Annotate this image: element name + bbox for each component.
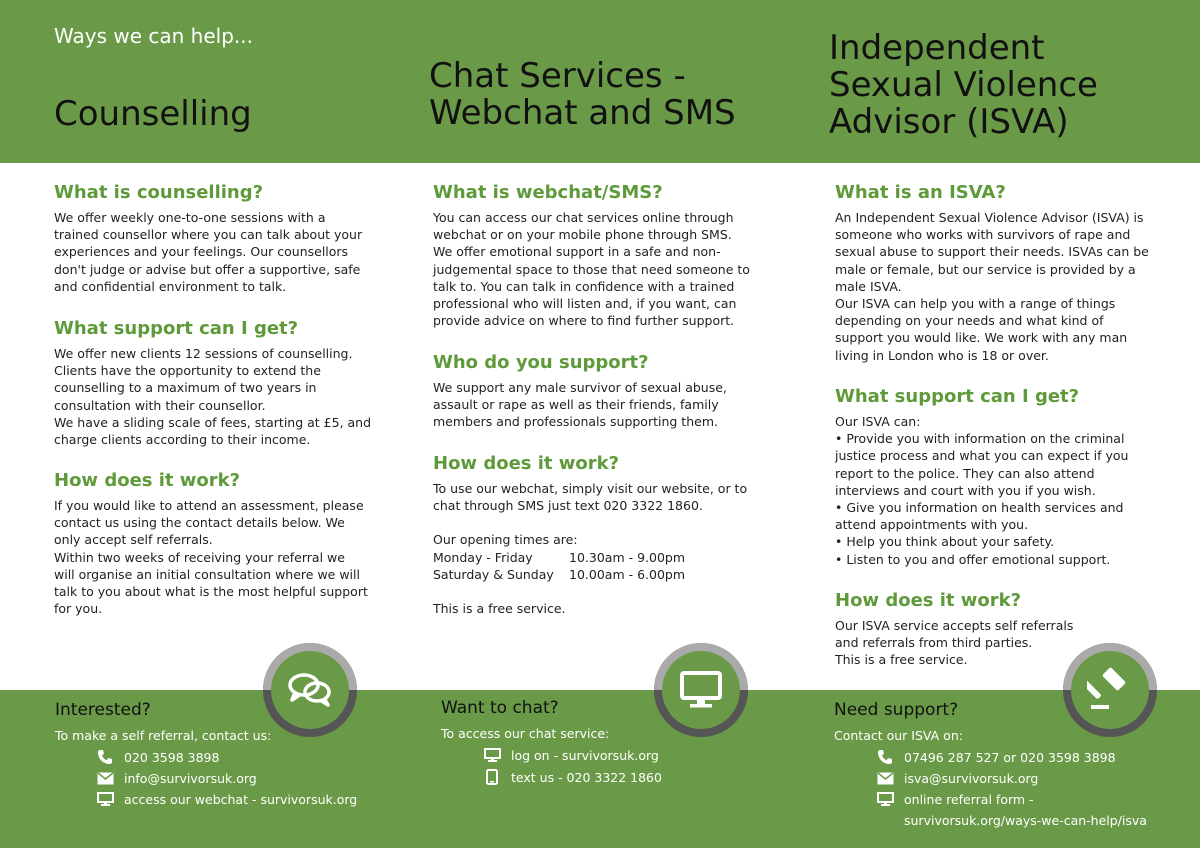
opening-times-label: Our opening times are: xyxy=(433,532,578,548)
opening-times-row xyxy=(433,549,763,566)
chat-what-section xyxy=(433,182,763,329)
section-body: Our ISVA service accepts self referrals and referrals from third parties. This is a free service. xyxy=(835,618,1074,668)
opening-times-row xyxy=(433,566,763,583)
section-body: An Independent Sexual Violence Advisor (ISVA) is someone who works with survivors of rape and sexual abuse to support their needs. ISVAs can be male or female, but our service is provided by a male ISVA. Our ISVA can help you with a range of things depending on your needs and what kind of support you would like. We work with any man living in London who is 18 or over. xyxy=(835,210,1149,363)
monitor-icon xyxy=(876,791,894,807)
footer-chat-sub: To access our chat service: xyxy=(441,726,610,741)
contact-website-link[interactable]: log on - survivorsuk.org xyxy=(511,747,659,763)
isva-title: Independent Sexual Violence Advisor (ISVA) xyxy=(829,28,1098,142)
footer-interested-sub: To make a self referral, contact us: xyxy=(55,728,272,743)
chat-how-section xyxy=(433,453,763,617)
chat-badge xyxy=(263,643,357,737)
section-body: We support any male survivor of sexual abuse, assault or rape as well as their friends, family members and professionals supporting them. xyxy=(433,380,727,430)
section-heading: How does it work? xyxy=(433,453,620,474)
counselling-title: Counselling xyxy=(54,94,252,134)
counselling-support-section xyxy=(54,318,384,448)
footer-support-sub: Contact our ISVA on: xyxy=(834,728,963,743)
contact-web-row[interactable] xyxy=(96,791,357,807)
chat-bubbles-icon xyxy=(287,670,333,710)
contact-email[interactable]: info@survivorsuk.org xyxy=(124,770,257,786)
section-heading: What is an ISVA? xyxy=(835,182,1006,203)
section-heading: Who do you support? xyxy=(433,352,649,373)
contact-referral-url-row[interactable] xyxy=(904,813,1147,828)
section-body: Our ISVA can: • Provide you with information on the criminal justice process and what you can expect if you report to the police. They can also attend interviews and court with you if you wish. • Give you information on health services and attend appointments with you. • Help you think about your safety. • Listen to you and offer emotional support. xyxy=(835,414,1129,567)
section-heading: What support can I get? xyxy=(835,386,1080,407)
section-heading: What is counselling? xyxy=(54,182,264,203)
opening-days: Saturday & Sunday xyxy=(433,566,554,582)
section-body: We offer new clients 12 sessions of counselling. Clients have the opportunity to extend the counselling to a maximum of two years in consultation with their counsellor. We have a sliding scale of fees, starting at £5, and charge clients according to their income. xyxy=(54,346,372,448)
envelope-icon xyxy=(96,770,114,786)
contact-phone[interactable]: 07496 287 527 or 020 3598 3898 xyxy=(904,749,1116,765)
contact-sms[interactable]: text us - 020 3322 1860 xyxy=(511,769,662,785)
contact-phone-row[interactable] xyxy=(96,749,219,765)
envelope-icon xyxy=(876,770,894,786)
free-service-note: This is a free service. xyxy=(433,601,566,617)
footer-support-heading: Need support? xyxy=(834,700,959,720)
section-body: If you would like to attend an assessment, please contact us using the contact details below. We only accept self referrals. Within two weeks of receiving your referral we will organise an initial consultation where we will talk to you about what is the most helpful support for you. xyxy=(54,498,368,617)
contact-sms-row[interactable] xyxy=(483,769,662,785)
section-heading: How does it work? xyxy=(54,470,241,491)
chat-who-section xyxy=(433,352,763,431)
section-body: To use our webchat, simply visit our website, or to chat through SMS just text 020 3322 1860. xyxy=(433,481,748,514)
contact-phone[interactable]: 020 3598 3898 xyxy=(124,749,220,765)
chat-services-title: Chat Services - Webchat and SMS xyxy=(429,56,736,133)
opening-time: 10.30am - 9.00pm xyxy=(569,549,686,565)
section-heading: What is webchat/SMS? xyxy=(433,182,663,203)
monitor-icon xyxy=(483,747,501,763)
gavel-icon xyxy=(1087,667,1133,713)
contact-referral-url[interactable]: survivorsuk.org/ways-we-can-help/isva xyxy=(904,813,1147,828)
counselling-what-section xyxy=(54,182,384,295)
contact-web-row[interactable] xyxy=(876,791,1034,807)
footer-interested-heading: Interested? xyxy=(55,700,151,720)
footer-chat-heading: Want to chat? xyxy=(441,698,559,718)
contact-webchat-link[interactable]: access our webchat - survivorsuk.org xyxy=(124,791,358,807)
tagline: Ways we can help... xyxy=(54,24,253,48)
contact-email-row[interactable] xyxy=(876,770,1038,786)
section-body: You can access our chat services online through webchat or on your mobile phone through SMS. We offer emotional support in a safe and non- judgemental space to those that need someone to talk to. You can talk in confidence with a trained professional who will listen and, if you want, can provide advice on where to find further support. xyxy=(433,210,750,329)
computer-monitor-icon xyxy=(679,670,723,710)
opening-days: Monday - Friday xyxy=(433,549,533,565)
contact-phone-row[interactable] xyxy=(876,749,1116,765)
section-body: We offer weekly one-to-one sessions with a trained counsellor where you can talk about your experiences and your feelings. Our counsellors don't judge or advise but offer a supportive, safe and confidential environment to talk. xyxy=(54,210,363,294)
mobile-phone-icon xyxy=(483,769,501,785)
contact-referral-form-label[interactable]: online referral form - xyxy=(904,791,1034,807)
contact-email-row[interactable] xyxy=(96,770,257,786)
gavel-badge xyxy=(1063,643,1157,737)
phone-icon xyxy=(96,749,114,765)
phone-icon xyxy=(876,749,894,765)
contact-web-row[interactable] xyxy=(483,747,659,763)
monitor-icon xyxy=(96,791,114,807)
opening-time: 10.00am - 6.00pm xyxy=(569,566,686,582)
isva-support-section xyxy=(835,386,1165,568)
computer-badge xyxy=(654,643,748,737)
contact-email[interactable]: isva@survivorsuk.org xyxy=(904,770,1039,786)
counselling-how-section xyxy=(54,470,384,617)
section-heading: How does it work? xyxy=(835,590,1022,611)
section-heading: What support can I get? xyxy=(54,318,299,339)
isva-what-section xyxy=(835,182,1165,364)
